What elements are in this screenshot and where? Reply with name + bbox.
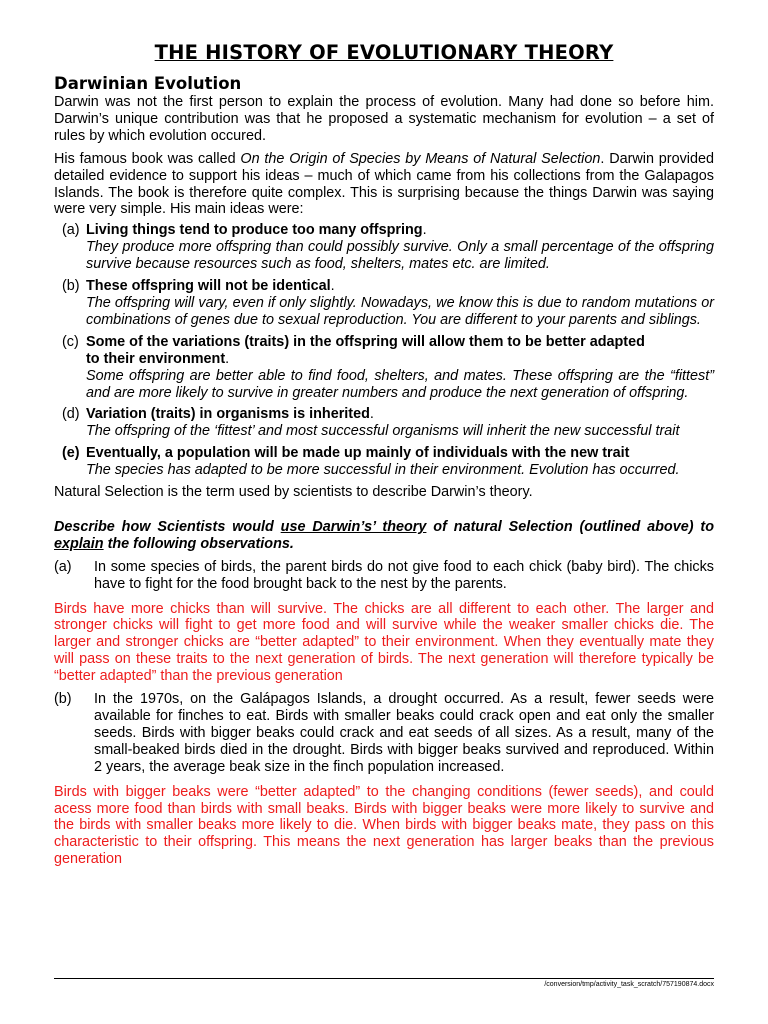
idea-title-continued: to their environment xyxy=(86,350,226,367)
answer-b: Birds with bigger beaks were “better adapted” to the changing conditions (fewer seeds), and could acess more food than birds with small beaks. Birds with bigger beaks were more likely to survive and the birds with smaller beaks more likely to die. When birds with bigger beaks mate, they pass on this characteristic to their offspring. This means the next generation has larger beaks than the previous generation xyxy=(54,783,714,868)
idea-item xyxy=(62,278,714,329)
idea-body: The species has adapted to be more successful in their environment. Evolution has occurred. xyxy=(86,462,680,479)
question-a xyxy=(54,559,714,593)
task-emphasis: explain xyxy=(54,535,104,552)
idea-body: The offspring of the ‘fittest’ and most successful organisms will inherit the new successful trait xyxy=(86,423,680,440)
idea-punct: . xyxy=(225,350,230,367)
idea-marker: (d) xyxy=(62,406,80,423)
question-marker: (a) xyxy=(54,558,72,575)
idea-punct: . xyxy=(422,222,427,239)
question-marker: (b) xyxy=(54,691,72,708)
idea-punct: . xyxy=(330,278,335,295)
footer-divider xyxy=(54,978,714,979)
idea-body: They produce more offspring than could possibly survive. Only a small percentage of the offspring survive because resources such as food, shelters, mates etc. are limited. xyxy=(86,239,714,273)
task-text: of natural Selection (outlined above) to xyxy=(426,518,714,535)
task-emphasis: use Darwin’s’ theory xyxy=(280,518,427,535)
idea-title: Variation (traits) in organisms is inherited xyxy=(86,406,370,423)
idea-item xyxy=(62,222,714,273)
idea-title: These offspring will not be identical xyxy=(86,278,331,295)
intro-paragraph-1: Darwin was not the first person to explain the process of evolution. Many had done so before him. Darwin’s unique contribution was that he proposed a systematic mechanism for evolution – a set of rules by which evolution occured. xyxy=(54,94,714,144)
question-b xyxy=(54,691,714,776)
idea-item xyxy=(62,406,714,440)
idea-item xyxy=(62,334,714,402)
idea-title: Living things tend to produce too many offspring xyxy=(86,222,423,239)
answer-a: Birds have more chicks than will survive. The chicks are all different to each other. The larger and stronger chicks will fight to get more food and will survive while the weaker smaller chicks die. The larger and stronger chicks are “better adapted” to their environment. When they eventually mate they will pass on these traits to the next generation of birds. The next generation will therefore typically be “better adapted” than the previous generation xyxy=(54,600,714,685)
idea-body: Some offspring are better able to find food, shelters, and mates. These offspring are the “fittest” and are more likely to survive in greater numbers and produce the next generation of offspring. xyxy=(86,367,714,401)
idea-marker: (a) xyxy=(62,222,80,239)
task-instruction xyxy=(54,519,714,553)
idea-punct: . xyxy=(369,406,374,423)
darwin-ideas-list xyxy=(62,222,714,479)
section-heading: Darwinian Evolution xyxy=(54,74,242,93)
idea-body: The offspring will vary, even if only slightly. Nowadays, we know this is due to random mutations or combinations of genes due to sexual reproduction. You are different to your parents and siblings. xyxy=(86,294,714,328)
task-text: the following observations. xyxy=(103,535,294,552)
task-text: Describe how Scientists would xyxy=(54,518,281,535)
intro-paragraph-2 xyxy=(54,151,714,219)
idea-title: Eventually, a population will be made up mainly of individuals with the new trait xyxy=(86,445,630,462)
idea-marker: (e) xyxy=(62,445,80,462)
footer-path: /conversion/tmp/activity_task_scratch/757190874.docx xyxy=(544,981,714,988)
idea-marker: (c) xyxy=(62,333,79,350)
question-text: In some species of birds, the parent birds do not give food to each chick (baby bird). The chicks have to fight for the food brought back to the nest by the parents. xyxy=(94,558,714,592)
page-title: THE HISTORY OF EVOLUTIONARY THEORY xyxy=(154,41,614,64)
question-text: In the 1970s, on the Galápagos Islands, a drought occurred. As a result, fewer seeds were available for finches to eat. Birds with smaller beaks could crack open and eat only the smaller seeds. Birds with bigger beaks could crack and eat seeds of all sizes. As a result, many of the small-beaked birds died in the drought. Birds with bigger beaks survived and reproduced. Within 2 years, the average beak size in the finch population increased. xyxy=(94,691,714,775)
intro-text-before: His famous book was called xyxy=(54,150,241,167)
intro-text-after: . Darwin provided detailed evidence to support his ideas – much of which came from his collections from the Galapagos Islands. The book is therefore quite complex. This is surprising because the things Darwin was saying were very simple. His main ideas were: xyxy=(54,150,714,218)
idea-marker: (b) xyxy=(62,278,80,295)
natural-selection-note: Natural Selection is the term used by scientists to describe Darwin’s theory. xyxy=(54,484,533,501)
book-title: On the Origin of Species by Means of Natural Selection xyxy=(240,150,601,167)
idea-item xyxy=(62,445,714,479)
idea-title: Some of the variations (traits) in the offspring will allow them to be better adapted xyxy=(86,333,645,350)
